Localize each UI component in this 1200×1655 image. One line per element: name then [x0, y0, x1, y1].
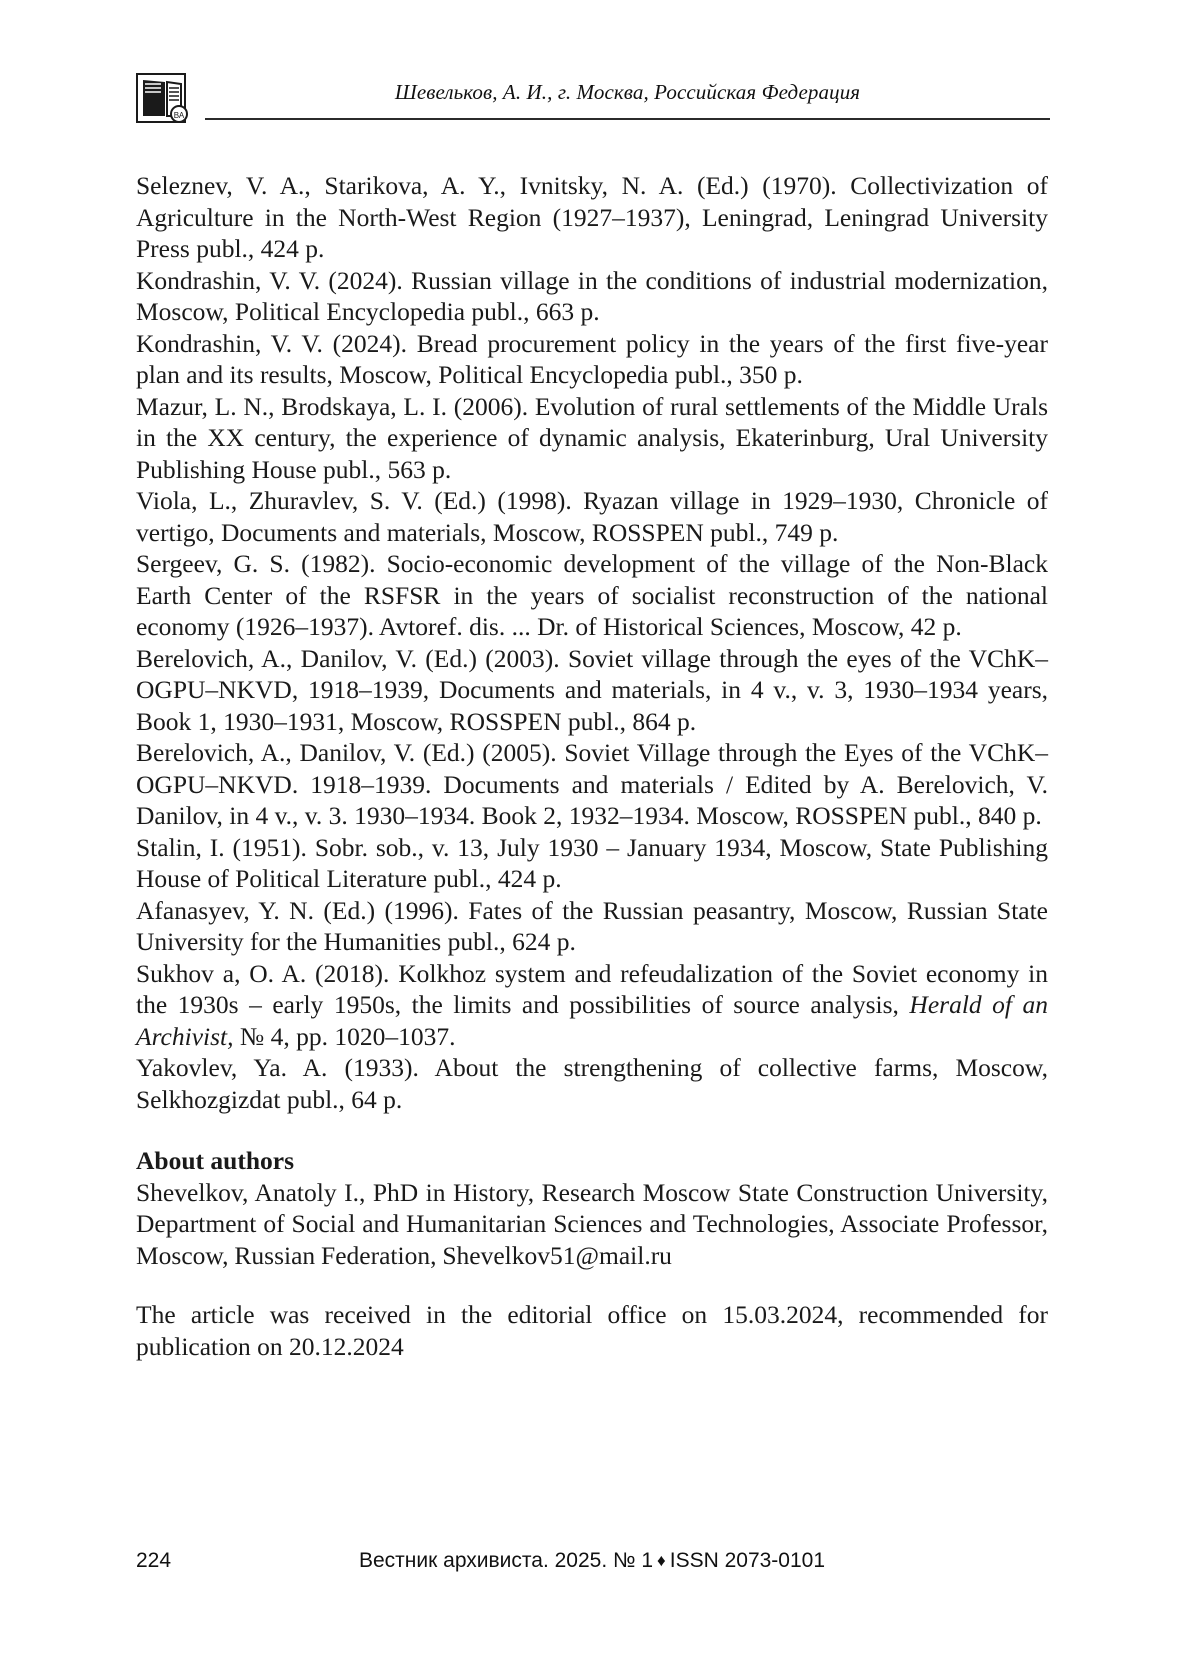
reference-text-after: № 4, pp. 1020–1037. [233, 1021, 456, 1051]
reference-text-before: Sukhov a, O. A. (2018). Kolkhoz system and refeudalization of the Soviet economy in the 1930s – early 1950s, the limits and possibilities of source analysis, [136, 958, 1048, 1019]
about-authors-heading: About authors [136, 1146, 294, 1175]
page-number: 224 [136, 1549, 172, 1572]
reference-item: Viola, L., Zhuravlev, S. V. (Ed.) (1998). Ryazan village in 1929–1930, Chronicle of vertigo, Documents and materials, Moscow, ROSSPEN publ., 749 p. [136, 486, 1048, 547]
reference-item: Sergeev, G. S. (1982). Socio-economic development of the village of the Non-Black Earth Center of the RSFSR in the years of socialist reconstruction of the national economy (1926–1937). Avtoref. dis. ... Dr. of Historical Sciences, Moscow, 42 p. [136, 549, 1048, 641]
journal-emblem-icon [135, 70, 197, 128]
footer-journal-line [136, 1549, 1048, 1573]
footer-journal-title: Вестник архивиста. 2025. № 1 [358, 1549, 654, 1572]
svg-text:ВА: ВА [173, 111, 185, 120]
reference-item-sukhova [136, 958, 1048, 1053]
page-footer [136, 1549, 1048, 1579]
header-divider [205, 118, 1050, 120]
reference-item: Yakovlev, Ya. A. (1933). About the strengthening of collective farms, Moscow, Selkhozgizdat publ., 64 p. [136, 1053, 1048, 1114]
footer-issn: ISSN 2073-0101 [669, 1549, 826, 1572]
reference-item: Berelovich, A., Danilov, V. (Ed.) (2003). Soviet village through the eyes of the VChK–OGPU–NKVD, 1918–1939, Documents and materials, in 4 v., v. 3, 1930–1934 years, Book 1, 1930–1931, Moscow, ROSSPEN publ., 864 p. [136, 643, 1048, 736]
running-title: Шевельков, А. И., г. Москва, Российская Федерация [394, 80, 861, 104]
reference-journal-title: Herald of an Archivist, [136, 990, 1048, 1051]
reference-item: Kondrashin, V. V. (2024). Russian village in the conditions of industrial modernization, Moscow, Political Encyclopedia publ., 663 p. [136, 265, 1048, 326]
reference-item: Stalin, I. (1951). Sobr. sob., v. 13, July 1930 – January 1934, Moscow, State Publishing House of Political Literature publ., 424 p. [136, 832, 1048, 893]
reference-item: Kondrashin, V. V. (2024). Bread procurement policy in the years of the first five-year plan and its results, Moscow, Political Encyclopedia publ., 350 p. [136, 328, 1048, 389]
diamond-icon: ♦ [657, 1551, 666, 1570]
page-header [135, 70, 1050, 132]
reference-item: Afanasyev, Y. N. (Ed.) (1996). Fates of the Russian peasantry, Moscow, Russian State University for the Humanities publ., 624 p. [136, 895, 1048, 956]
reference-item: Mazur, L. N., Brodskaya, L. I. (2006). Evolution of rural settlements of the Middle Urals in the XX century, the experience of dynamic analysis, Ekaterinburg, Ural University Publishing House publ., 563 p. [136, 391, 1048, 484]
spacer [136, 1271, 1048, 1299]
about-authors-text: Shevelkov, Anatoly I., PhD in History, Research Moscow State Construction University, Department of Social and Humanitarian Sciences and Technologies, Associate Professor, Moscow, Russian Federation, Shevelkov51@mail.ru [136, 1177, 1048, 1270]
reference-item: Seleznev, V. A., Starikova, A. Y., Ivnitsky, N. A. (Ed.) (1970). Collectivization of Agriculture in the North-West Region (1927–1937), Leningrad, Leningrad University Press publ., 424 p. [136, 171, 1048, 263]
reference-item: Berelovich, A., Danilov, V. (Ed.) (2005). Soviet Village through the Eyes of the VChK–OGPU–NKVD. 1918–1939. Documents and materials / Edited by A. Berelovich, V. Danilov, in 4 v., v. 3. 1930–1934. Book 2, 1932–1934. Moscow, ROSSPEN publ., 840 p. [136, 738, 1048, 830]
submission-note: The article was received in the editorial office on 15.03.2024, recommended for publication on 20.12.2024 [136, 1300, 1048, 1361]
reference-list [136, 170, 1048, 1362]
